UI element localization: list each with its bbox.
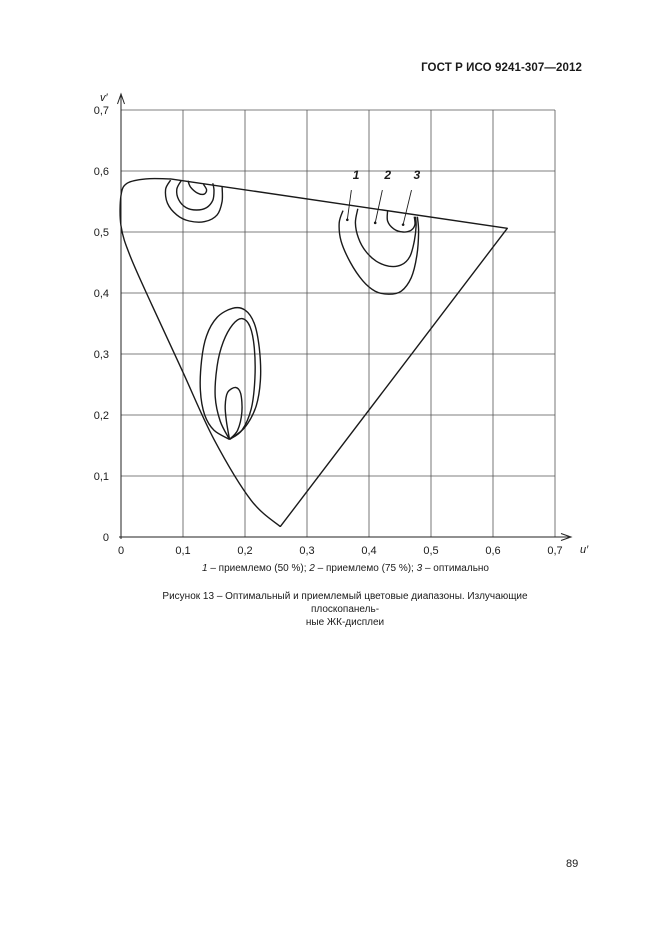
x-tick-label: 0,2 (237, 545, 253, 557)
curve-label-1: 1 (352, 167, 360, 182)
chart-curve-labels (346, 168, 420, 226)
y-tick-label: 0,7 (93, 105, 109, 117)
legend-number-3: 3 (416, 563, 423, 574)
x-axis-label: u′ (580, 544, 589, 556)
curve-label-2: 2 (384, 167, 392, 182)
curve-label-3: 3 (413, 167, 421, 182)
y-tick-label: 0,4 (93, 288, 109, 300)
legend-number-1: 1 (201, 563, 208, 574)
curve-gamut (120, 179, 507, 527)
y-tick-label: 0,2 (93, 410, 109, 422)
x-tick-label: 0,7 (547, 545, 563, 557)
y-tick-label: 0 (102, 532, 109, 544)
legend-text-1: – приемлемо (50 %); (207, 563, 310, 574)
legend-text-3: – оптимально (422, 563, 489, 574)
caption-line-1: Рисунок 13 – Оптимальный и приемлемый цветовые диапазоны. Излучающие плоскопанель- (162, 591, 528, 615)
y-tick-label: 0,1 (93, 471, 109, 483)
curve-label-leader (375, 190, 382, 223)
x-tick-label: 0,4 (361, 545, 377, 557)
x-tick-label: 0 (117, 545, 125, 557)
curve-label-leader (403, 190, 411, 225)
standard-header: ГОСТ Р ИСО 9241-307—2012 (421, 62, 582, 74)
curve-label-dot (402, 223, 405, 226)
x-tick-label: 0,5 (423, 545, 439, 557)
curve-region-1-right (339, 211, 419, 295)
curve-label-dot (346, 219, 349, 222)
x-tick-label: 0,3 (299, 545, 315, 557)
x-tick-label: 0,6 (485, 545, 501, 557)
curve-region-2-right (355, 209, 416, 267)
page-number: 89 (566, 858, 579, 870)
legend-text-2: – приемлемо (75 %); (314, 563, 417, 574)
chart-axes (118, 94, 572, 541)
legend-number-2: 2 (309, 563, 315, 574)
curve-label-dot (374, 222, 377, 225)
x-tick-label: 0,1 (175, 545, 191, 557)
y-tick-label: 0,6 (93, 166, 109, 178)
y-axis-label: v′ (100, 92, 108, 104)
y-tick-label: 0,3 (93, 349, 109, 361)
figure-caption (135, 590, 555, 629)
figure-legend (0, 563, 661, 574)
caption-line-2: ные ЖК-дисплеи (305, 617, 385, 628)
y-tick-label: 0,5 (93, 227, 109, 239)
curve-region-2-top-left (177, 181, 214, 210)
chart-curves (120, 179, 507, 527)
chart-grid (121, 110, 555, 537)
